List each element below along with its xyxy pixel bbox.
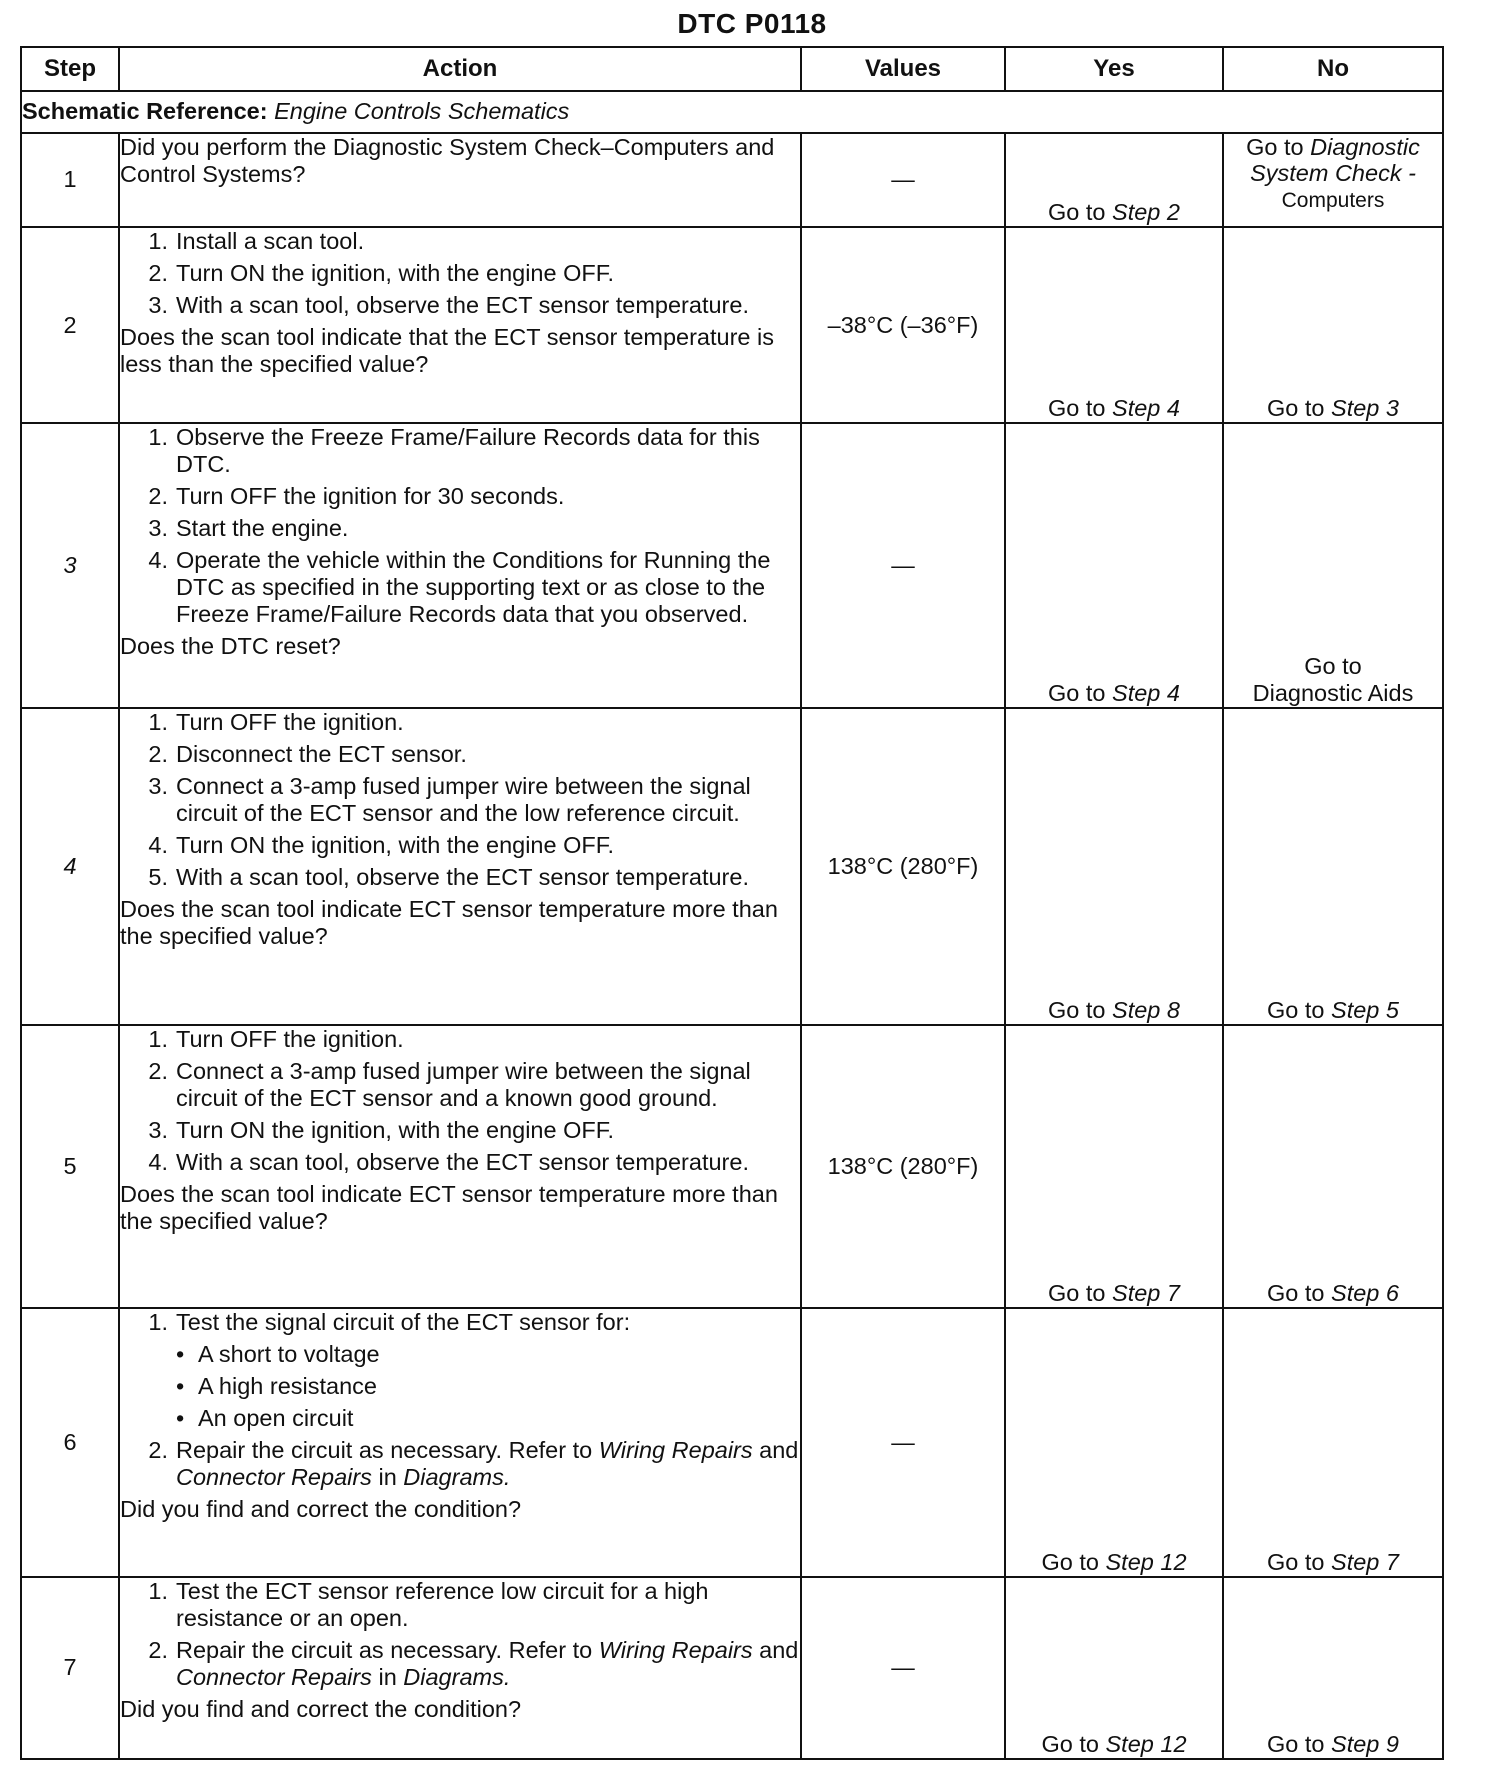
go-to-label: Go to <box>1267 1731 1325 1757</box>
list-item: 2. Disconnect the ECT sensor. <box>148 741 467 768</box>
header-values: Values <box>801 47 1005 91</box>
yes-cell <box>1005 708 1223 1024</box>
header-action: Action <box>119 47 801 91</box>
list-item: 1. Turn OFF the ignition. <box>148 1025 404 1052</box>
table-row <box>21 423 1443 709</box>
yes-target: Step 12 <box>1105 1731 1187 1757</box>
value-cell: 138°C (280°F) <box>801 708 1005 1024</box>
schematic-row <box>21 91 1443 133</box>
value-cell: 138°C (280°F) <box>801 1025 1005 1309</box>
step-number: 1 <box>21 133 119 228</box>
go-to-label: Go to <box>1048 996 1106 1023</box>
header-row <box>21 47 1443 91</box>
yes-target: Step 4 <box>1112 680 1180 707</box>
action-cell <box>119 423 801 709</box>
value-cell: — <box>801 1308 1005 1576</box>
no-target: Step 3 <box>1331 394 1399 421</box>
no-cell <box>1223 708 1443 1024</box>
list-item: 3. Connect a 3-amp fused jumper wire between the signal circuit of the ECT sensor and the low reference circuit. <box>148 773 751 827</box>
yes-target: Step 4 <box>1112 394 1180 421</box>
action-question: Does the DTC reset? <box>120 632 341 659</box>
step-number: 3 <box>21 423 119 709</box>
yes-cell <box>1005 423 1223 709</box>
table-row <box>21 1577 1443 1759</box>
schematic-value: Engine Controls Schematics <box>274 98 570 125</box>
action-question: Did you perform the Diagnostic System Check–Computers and Control Systems? <box>120 133 775 187</box>
go-to-label: Go to <box>1041 1548 1099 1575</box>
list-item: 2. Turn ON the ignition, with the engine OFF. <box>148 260 615 287</box>
list-item: 2. Repair the circuit as necessary. Refer to Wiring Repairs and Connector Repairs in Diagrams. <box>148 1437 799 1491</box>
go-to-label: Go to <box>1267 996 1325 1023</box>
diagnostic-table <box>20 46 1444 1760</box>
table-row <box>21 1308 1443 1576</box>
value-cell: — <box>801 1577 1005 1759</box>
value-cell: — <box>801 423 1005 709</box>
go-to-label: Go to <box>1267 1548 1325 1575</box>
list-item: 1. Test the ECT sensor reference low circuit for a high resistance or an open. <box>148 1577 709 1631</box>
no-cell <box>1223 227 1443 423</box>
list-item: 1. Test the signal circuit of the ECT sensor for: <box>148 1309 631 1336</box>
yes-cell <box>1005 1308 1223 1576</box>
no-cell <box>1223 1577 1443 1759</box>
list-item: 1. Install a scan tool. <box>148 228 365 255</box>
yes-target: Step 7 <box>1112 1280 1180 1307</box>
list-item: 4. Turn ON the ignition, with the engine OFF. <box>148 832 615 859</box>
bullet-item: • A short to voltage <box>176 1341 380 1368</box>
go-to-label: Go to <box>1267 1280 1325 1307</box>
no-cell <box>1223 1025 1443 1309</box>
no-cell <box>1223 423 1443 709</box>
yes-target: Step 12 <box>1105 1548 1187 1575</box>
list-item: 1. Turn OFF the ignition. <box>148 709 404 736</box>
bullet-item: • An open circuit <box>176 1405 354 1432</box>
go-to-label: Go to <box>1267 394 1325 421</box>
header-step: Step <box>21 47 119 91</box>
go-to-label: Go to <box>1048 394 1106 421</box>
step-number: 4 <box>21 708 119 1024</box>
table-row <box>21 133 1443 228</box>
go-to-label: Go to <box>1246 133 1304 160</box>
no-target: Step 5 <box>1331 996 1399 1023</box>
yes-cell <box>1005 1577 1223 1759</box>
action-cell <box>119 1025 801 1309</box>
action-question: Does the scan tool indicate ECT sensor temperature more than the specified value? <box>120 1180 778 1234</box>
action-cell <box>119 1577 801 1759</box>
list-item: 1. Observe the Freeze Frame/Failure Records data for this DTC. <box>148 423 760 477</box>
no-cell <box>1223 133 1443 228</box>
action-question: Did you find and correct the condition? <box>120 1496 522 1523</box>
action-cell <box>119 708 801 1024</box>
step-number: 5 <box>21 1025 119 1309</box>
header-no: No <box>1223 47 1443 91</box>
go-to-label: Go to <box>1048 680 1106 707</box>
action-question: Did you find and correct the condition? <box>120 1695 522 1722</box>
list-item: 3. Turn ON the ignition, with the engine OFF. <box>148 1116 615 1143</box>
no-target-suffix: Computers <box>1281 188 1385 212</box>
go-to-label: Go to <box>1048 1280 1106 1307</box>
yes-cell <box>1005 227 1223 423</box>
list-item: 2. Repair the circuit as necessary. Refer to Wiring Repairs and Connector Repairs in Diagrams. <box>148 1636 799 1690</box>
no-target: Step 9 <box>1331 1731 1399 1757</box>
list-item: 4. Operate the vehicle within the Conditions for Running the DTC as specified in the supporting text or as close to the Freeze Frame/Failure Records data that you observed. <box>148 546 771 627</box>
value-cell: –38°C (–36°F) <box>801 227 1005 423</box>
no-cell <box>1223 1308 1443 1576</box>
yes-target: Step 2 <box>1112 199 1180 226</box>
step-number: 6 <box>21 1308 119 1576</box>
no-target: Diagnostic Aids <box>1252 680 1414 707</box>
header-yes: Yes <box>1005 47 1223 91</box>
schematic-label: Schematic Reference: <box>22 98 268 125</box>
table-row <box>21 708 1443 1024</box>
list-item: 4. With a scan tool, observe the ECT sensor temperature. <box>148 1148 749 1175</box>
list-item: 2. Connect a 3-amp fused jumper wire between the signal circuit of the ECT sensor and a known good ground. <box>148 1057 751 1111</box>
list-item: 5. With a scan tool, observe the ECT sensor temperature. <box>148 864 749 891</box>
go-to-label: Go to <box>1041 1731 1099 1757</box>
step-number: 2 <box>21 227 119 423</box>
page-title: DTC P0118 <box>677 8 827 39</box>
table-row <box>21 1025 1443 1309</box>
go-to-label: Go to <box>1304 653 1362 680</box>
yes-cell <box>1005 1025 1223 1309</box>
no-target: Step 7 <box>1331 1548 1399 1575</box>
table-row <box>21 227 1443 423</box>
value-cell: — <box>801 133 1005 228</box>
yes-target: Step 8 <box>1112 996 1180 1023</box>
bullet-item: • A high resistance <box>176 1373 377 1400</box>
action-question: Does the scan tool indicate that the ECT sensor temperature is less than the specified value? <box>120 324 774 378</box>
go-to-label: Go to <box>1048 199 1106 226</box>
schematic-reference <box>21 91 1443 133</box>
action-cell <box>119 227 801 423</box>
list-item: 2. Turn OFF the ignition for 30 seconds. <box>148 482 565 509</box>
list-item: 3. With a scan tool, observe the ECT sensor temperature. <box>148 292 749 319</box>
step-number: 7 <box>21 1577 119 1759</box>
no-target: Step 6 <box>1331 1280 1399 1307</box>
list-item: 3. Start the engine. <box>148 514 349 541</box>
no-target: Diagnostic System Check - <box>1250 133 1420 186</box>
action-question: Does the scan tool indicate ECT sensor temperature more than the specified value? <box>120 896 778 950</box>
action-cell <box>119 1308 801 1576</box>
action-cell <box>119 133 801 228</box>
yes-cell <box>1005 133 1223 228</box>
